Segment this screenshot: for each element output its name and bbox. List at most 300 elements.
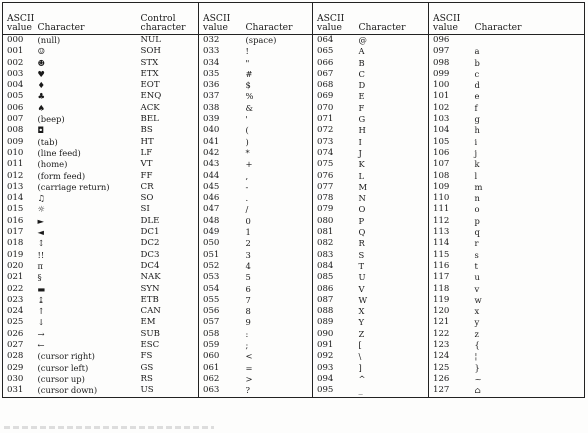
character-cell: § [37, 272, 42, 283]
header-character-3: Character [355, 3, 429, 35]
header-ascii-value-4: ASCII value [429, 3, 471, 35]
character-cell: . [242, 193, 313, 204]
ascii-value-cell: 032 [203, 35, 220, 45]
character-cell: D [355, 80, 429, 91]
character-cell: ~ [474, 373, 482, 384]
character-cell: a [474, 46, 480, 57]
ascii-value-cell: 000 [7, 35, 24, 45]
character-cell: V [355, 284, 429, 295]
ascii-value-cell: 049 [203, 227, 220, 238]
ascii-value-cell: 113 [433, 227, 450, 238]
character-cell: $ [242, 80, 313, 91]
character-cell: { [474, 340, 480, 351]
ascii-value-cell: 106 [433, 147, 450, 158]
character-cell: 8 [242, 306, 313, 317]
ascii-value-cell: 020 [7, 260, 24, 271]
ascii-value-cell: 074 [317, 147, 334, 158]
character-cell: R [355, 238, 429, 249]
ascii-value-cell: 090 [317, 328, 334, 339]
ascii-value-cell: 009 [7, 136, 24, 147]
character-cell: H [355, 125, 429, 136]
character-cell: ► [37, 215, 44, 226]
character-cell: ] [355, 363, 429, 374]
table-row [3, 227, 585, 238]
character-cell: d [474, 80, 480, 91]
ascii-value-cell: 002 [7, 57, 24, 68]
ascii-value-cell: 010 [7, 147, 24, 158]
character-cell: * [242, 148, 313, 159]
character-cell: (null) [37, 35, 61, 45]
ascii-value-cell: 094 [317, 373, 334, 384]
table-row [3, 193, 585, 204]
ascii-value-cell: 123 [433, 340, 450, 351]
character-cell: _ [355, 385, 429, 397]
character-cell: (cursor left) [37, 362, 89, 373]
ascii-value-cell: 048 [203, 215, 220, 226]
ascii-value-cell: 064 [317, 35, 334, 45]
character-cell: ▬ [37, 283, 46, 294]
character-cell: r [474, 238, 479, 249]
ascii-value-cell: 079 [317, 204, 334, 215]
ascii-value-cell: 126 [433, 373, 450, 384]
ascii-table [2, 2, 585, 398]
table-row [3, 35, 585, 47]
character-cell: (carriage return) [37, 181, 110, 192]
table-row [3, 182, 585, 193]
ascii-value-cell: 084 [317, 260, 334, 271]
control-character-cell: FS [137, 351, 199, 362]
character-cell [471, 35, 585, 47]
control-character-cell: SO [137, 193, 199, 204]
character-cell: f [474, 102, 478, 113]
character-cell: x [474, 306, 480, 317]
control-character-cell: ACK [137, 103, 199, 114]
character-cell: z [474, 328, 479, 339]
table-row [3, 385, 585, 397]
character-cell: ( [242, 125, 313, 136]
table-row [3, 46, 585, 57]
control-character-cell: VT [137, 159, 199, 170]
character-cell: s [474, 249, 479, 260]
character-cell: = [242, 363, 313, 374]
character-cell: ^ [355, 374, 429, 385]
character-cell: p [474, 215, 480, 226]
ascii-value-cell: 119 [433, 294, 450, 305]
control-character-cell: CR [137, 182, 199, 193]
character-cell: C [355, 69, 429, 80]
header-control-character: Control character [137, 3, 199, 35]
character-cell: ♥ [37, 68, 46, 79]
table-row [3, 148, 585, 159]
table-row [3, 284, 585, 295]
ascii-value-cell: 028 [7, 351, 24, 362]
header-character-4: Character [471, 3, 585, 35]
character-cell: j [474, 147, 478, 158]
table-row [3, 250, 585, 261]
character-cell: X [355, 306, 429, 317]
character-cell: ☼ [37, 204, 46, 215]
table-row [3, 272, 585, 283]
character-cell: 9 [242, 317, 313, 328]
character-cell: v [474, 283, 480, 294]
ascii-value-cell: 115 [433, 249, 450, 260]
ascii-value-cell: 114 [433, 238, 450, 249]
character-cell: " [242, 58, 313, 69]
ascii-value-cell: 035 [203, 68, 220, 79]
character-cell: k [474, 159, 480, 170]
ascii-value-cell: 062 [203, 373, 220, 384]
ascii-value-cell: 087 [317, 294, 334, 305]
character-cell: & [242, 103, 313, 114]
ascii-value-cell: 088 [317, 306, 334, 317]
character-cell: - [242, 182, 313, 193]
ascii-value-cell: 039 [203, 114, 220, 125]
character-cell: 2 [242, 238, 313, 249]
ascii-value-cell: 071 [317, 114, 334, 125]
ascii-value-cell: 107 [433, 159, 450, 170]
ascii-value-cell: 005 [7, 91, 24, 102]
ascii-value-cell: 108 [433, 170, 450, 181]
character-cell: ♠ [37, 102, 46, 113]
ascii-value-cell: 102 [433, 102, 450, 113]
ascii-value-cell: 096 [433, 35, 450, 45]
ascii-value-cell: 024 [7, 306, 24, 317]
table-row [3, 171, 585, 182]
ascii-value-cell: 058 [203, 328, 220, 339]
ascii-value-cell: 080 [317, 215, 334, 226]
header-ascii-value-1: ASCII value [3, 3, 34, 35]
character-cell: % [242, 91, 313, 102]
character-cell: g [474, 114, 480, 125]
control-character-cell: SI [137, 204, 199, 215]
ascii-value-cell: 110 [433, 193, 450, 204]
ascii-value-cell: 118 [433, 283, 450, 294]
ascii-value-cell: 043 [203, 159, 220, 170]
character-cell: 3 [242, 250, 313, 261]
character-cell: ? [242, 385, 313, 397]
table-row [3, 317, 585, 328]
ascii-value-cell: 111 [433, 204, 450, 215]
character-cell: ! [242, 46, 313, 57]
ascii-value-cell: 095 [317, 385, 334, 396]
ascii-value-cell: 059 [203, 340, 220, 351]
character-cell: (home) [37, 159, 68, 170]
character-cell: (space) [242, 35, 313, 47]
table-row [3, 374, 585, 385]
character-cell: M [355, 182, 429, 193]
ascii-value-cell: 070 [317, 102, 334, 113]
character-cell: 5 [242, 272, 313, 283]
character-cell: u [474, 272, 480, 283]
character-cell: } [474, 362, 480, 373]
ascii-value-cell: 056 [203, 306, 220, 317]
character-cell: ◄ [37, 227, 44, 238]
character-cell: K [355, 159, 429, 170]
character-cell: G [355, 114, 429, 125]
character-cell: (cursor down) [37, 385, 98, 396]
character-cell: b [474, 57, 480, 68]
table-row [3, 295, 585, 306]
ascii-value-cell: 117 [433, 272, 450, 283]
character-cell: T [355, 261, 429, 272]
table-row [3, 137, 585, 148]
character-cell: ' [242, 114, 313, 125]
character-cell: q [474, 227, 480, 238]
ascii-value-cell: 027 [7, 340, 24, 351]
ascii-value-cell: 061 [203, 362, 220, 373]
ascii-value-cell: 068 [317, 80, 334, 91]
ascii-value-cell: 082 [317, 238, 334, 249]
character-cell: ↑ [37, 306, 45, 317]
ascii-value-cell: 116 [433, 260, 450, 271]
control-character-cell: ENQ [137, 91, 199, 102]
ascii-value-cell: 083 [317, 249, 334, 260]
control-character-cell: US [137, 385, 199, 397]
character-cell: ← [37, 340, 45, 351]
control-character-cell: GS [137, 363, 199, 374]
table-row [3, 80, 585, 91]
ascii-value-cell: 109 [433, 181, 450, 192]
ascii-value-cell: 004 [7, 80, 24, 91]
control-character-cell: DC4 [137, 261, 199, 272]
control-character-cell: NUL [137, 35, 199, 47]
control-character-cell: LF [137, 148, 199, 159]
control-character-cell: DLE [137, 216, 199, 227]
control-character-cell: DC2 [137, 238, 199, 249]
ascii-value-cell: 127 [433, 385, 450, 396]
ascii-value-cell: 038 [203, 102, 220, 113]
character-cell: Y [355, 317, 429, 328]
character-cell: y [474, 317, 480, 328]
control-character-cell: EM [137, 317, 199, 328]
ascii-value-cell: 099 [433, 68, 450, 79]
ascii-value-cell: 065 [317, 46, 334, 57]
character-cell: N [355, 193, 429, 204]
ascii-value-cell: 007 [7, 114, 24, 125]
ascii-value-cell: 023 [7, 294, 24, 305]
ascii-value-cell: 046 [203, 193, 220, 204]
ascii-value-cell: 063 [203, 385, 220, 396]
character-cell: ↓ [37, 317, 45, 328]
table-row [3, 340, 585, 351]
footnote-smudge [4, 426, 214, 429]
ascii-value-cell: 030 [7, 373, 24, 384]
character-cell: F [355, 103, 429, 114]
table-row [3, 91, 585, 102]
character-cell: B [355, 58, 429, 69]
table-row [3, 58, 585, 69]
character-cell: 0 [242, 216, 313, 227]
character-cell: W [355, 295, 429, 306]
ascii-value-cell: 077 [317, 181, 334, 192]
header-character-1: Character [34, 3, 137, 35]
character-cell: ; [242, 340, 313, 351]
ascii-value-cell: 021 [7, 272, 24, 283]
character-cell: I [355, 137, 429, 148]
ascii-value-cell: 022 [7, 283, 24, 294]
ascii-value-cell: 069 [317, 91, 334, 102]
character-cell: π [37, 260, 44, 271]
table-row [3, 114, 585, 125]
control-character-cell: SYN [137, 284, 199, 295]
character-cell: (tab) [37, 136, 58, 147]
character-cell: + [242, 159, 313, 170]
character-cell: ♫ [37, 193, 46, 204]
ascii-value-cell: 057 [203, 317, 220, 328]
ascii-value-cell: 075 [317, 159, 334, 170]
character-cell: ◘ [37, 125, 45, 136]
control-character-cell: CAN [137, 306, 199, 317]
control-character-cell: ETB [137, 295, 199, 306]
ascii-value-cell: 072 [317, 125, 334, 136]
character-cell: o [474, 204, 480, 215]
table-row [3, 238, 585, 249]
character-cell: U [355, 272, 429, 283]
character-cell: ☻ [37, 57, 46, 68]
character-cell: n [474, 193, 480, 204]
ascii-value-cell: 089 [317, 317, 334, 328]
character-cell: Z [355, 329, 429, 340]
ascii-value-cell: 019 [7, 249, 24, 260]
character-cell: Q [355, 227, 429, 238]
table-row [3, 69, 585, 80]
table-header-row [3, 3, 585, 35]
control-character-cell: ESC [137, 340, 199, 351]
character-cell: \ [355, 351, 429, 362]
table-row [3, 204, 585, 215]
table-row [3, 125, 585, 136]
ascii-value-cell: 104 [433, 125, 450, 136]
ascii-value-cell: 016 [7, 215, 24, 226]
character-cell: ↕ [37, 238, 45, 249]
ascii-value-cell: 011 [7, 159, 24, 170]
table-row [3, 103, 585, 114]
ascii-value-cell: 091 [317, 340, 334, 351]
table-row [3, 363, 585, 374]
control-character-cell: SOH [137, 46, 199, 57]
ascii-value-cell: 034 [203, 57, 220, 68]
ascii-value-cell: 040 [203, 125, 220, 136]
character-cell: (cursor up) [37, 373, 85, 384]
ascii-value-cell: 120 [433, 306, 450, 317]
character-cell: < [242, 351, 313, 362]
ascii-value-cell: 122 [433, 328, 450, 339]
table-row [3, 306, 585, 317]
character-cell: J [355, 148, 429, 159]
ascii-value-cell: 014 [7, 193, 24, 204]
character-cell: 6 [242, 284, 313, 295]
ascii-value-cell: 015 [7, 204, 24, 215]
character-cell: l [474, 170, 478, 181]
ascii-value-cell: 012 [7, 170, 24, 181]
table-row [3, 216, 585, 227]
ascii-value-cell: 125 [433, 362, 450, 373]
ascii-value-cell: 031 [7, 385, 24, 396]
ascii-value-cell: 054 [203, 283, 220, 294]
ascii-value-cell: 001 [7, 46, 24, 57]
control-character-cell: DC3 [137, 250, 199, 261]
character-cell: , [242, 171, 313, 182]
ascii-value-cell: 124 [433, 351, 450, 362]
character-cell: c [474, 68, 480, 79]
ascii-value-cell: 060 [203, 351, 220, 362]
control-character-cell: RS [137, 374, 199, 385]
ascii-value-cell: 041 [203, 136, 220, 147]
ascii-value-cell: 098 [433, 57, 450, 68]
ascii-value-cell: 067 [317, 68, 334, 79]
table-row [3, 351, 585, 362]
header-character-2: Character [242, 3, 313, 35]
ascii-value-cell: 042 [203, 147, 220, 158]
character-cell: (line feed) [37, 147, 81, 158]
ascii-value-cell: 013 [7, 181, 24, 192]
character-cell: : [242, 329, 313, 340]
character-cell: m [474, 181, 483, 192]
ascii-value-cell: 121 [433, 317, 450, 328]
ascii-value-cell: 029 [7, 362, 24, 373]
character-cell: t [474, 260, 478, 271]
character-cell: !! [37, 249, 45, 260]
control-character-cell: SUB [137, 329, 199, 340]
control-character-cell: BEL [137, 114, 199, 125]
ascii-value-cell: 045 [203, 181, 220, 192]
character-cell: 1 [242, 227, 313, 238]
character-cell: / [242, 204, 313, 215]
table-row [3, 159, 585, 170]
ascii-value-cell: 050 [203, 238, 220, 249]
ascii-value-cell: 025 [7, 317, 24, 328]
table-row [3, 329, 585, 340]
control-character-cell: DC1 [137, 227, 199, 238]
control-character-cell: EOT [137, 80, 199, 91]
ascii-value-cell: 081 [317, 227, 334, 238]
ascii-value-cell: 103 [433, 114, 450, 125]
table-row [3, 261, 585, 272]
character-cell: (form feed) [37, 170, 86, 181]
ascii-value-cell: 092 [317, 351, 334, 362]
character-cell: S [355, 250, 429, 261]
ascii-value-cell: 037 [203, 91, 220, 102]
ascii-value-cell: 078 [317, 193, 334, 204]
ascii-value-cell: 051 [203, 249, 220, 260]
ascii-value-cell: 112 [433, 215, 450, 226]
character-cell: ¦ [474, 351, 478, 362]
ascii-value-cell: 085 [317, 272, 334, 283]
header-ascii-value-2: ASCII value [199, 3, 242, 35]
character-cell: ☺ [37, 46, 46, 57]
character-cell: (beep) [37, 114, 65, 125]
ascii-value-cell: 033 [203, 46, 220, 57]
ascii-value-cell: 036 [203, 80, 220, 91]
control-character-cell: STX [137, 58, 199, 69]
character-cell: e [474, 91, 480, 102]
ascii-value-cell: 066 [317, 57, 334, 68]
character-cell: 4 [242, 261, 313, 272]
character-cell: ♦ [37, 80, 46, 91]
table-body [3, 35, 585, 398]
character-cell: i [474, 136, 478, 147]
ascii-value-cell: 044 [203, 170, 220, 181]
ascii-value-cell: 093 [317, 362, 334, 373]
control-character-cell: ETX [137, 69, 199, 80]
character-cell: @ [355, 35, 429, 47]
character-cell: [ [355, 340, 429, 351]
ascii-value-cell: 052 [203, 260, 220, 271]
ascii-value-cell: 086 [317, 283, 334, 294]
control-character-cell: FF [137, 171, 199, 182]
character-cell: O [355, 204, 429, 215]
control-character-cell: BS [137, 125, 199, 136]
